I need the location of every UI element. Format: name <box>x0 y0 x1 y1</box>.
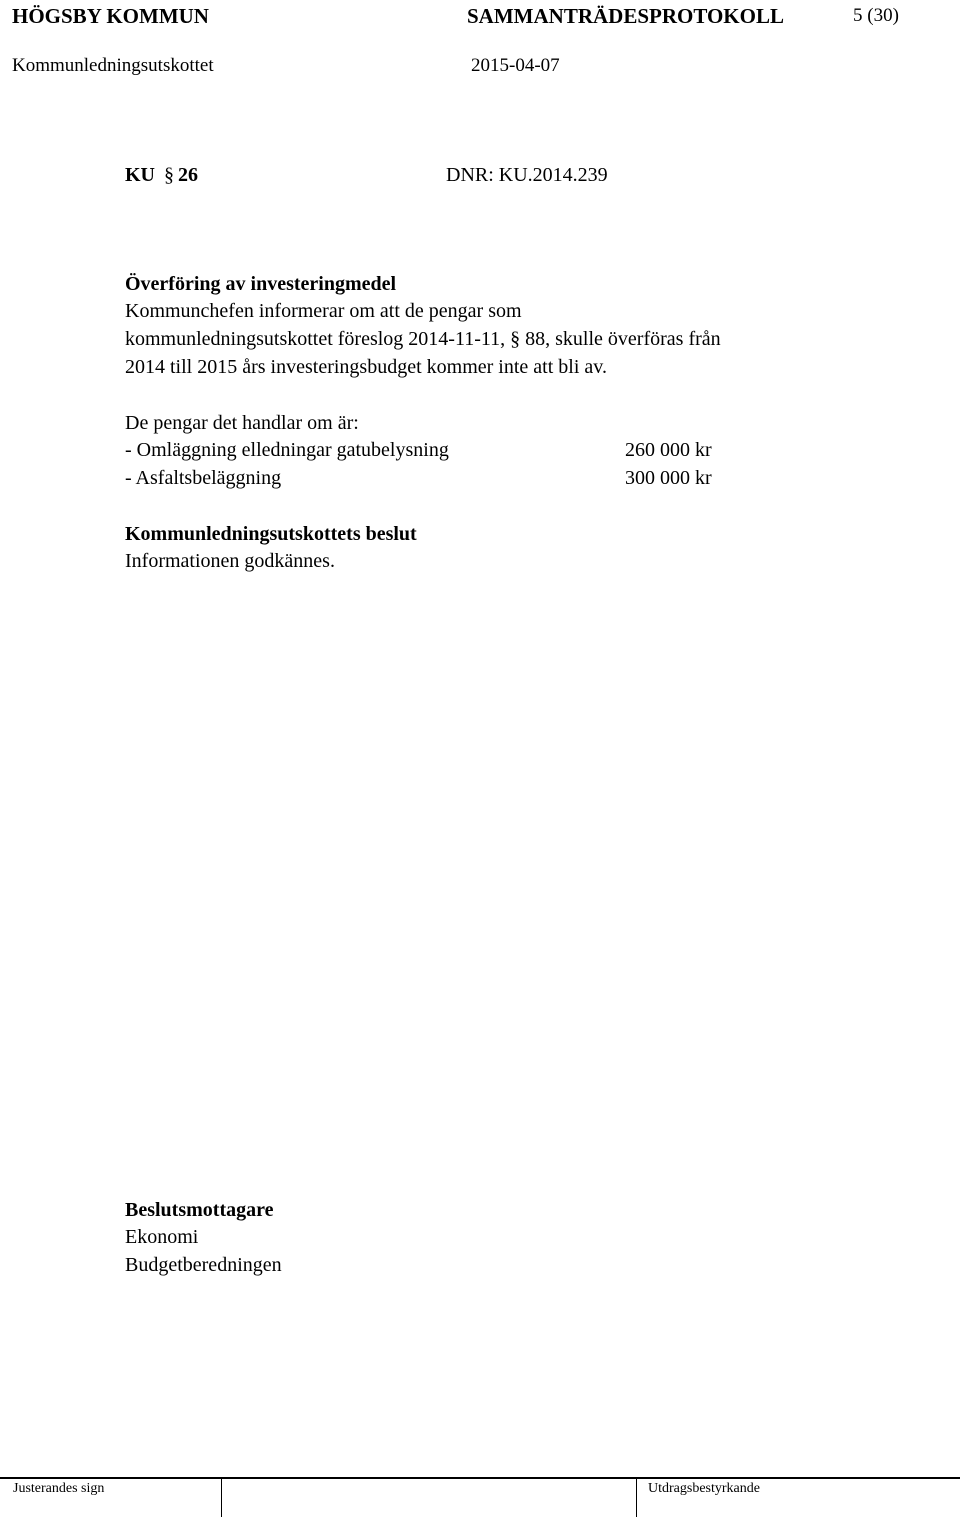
organization-name: HÖGSBY KOMMUN <box>12 4 209 28</box>
committee-name: Kommunledningsutskottet <box>12 55 214 76</box>
footer-top-rule <box>0 1477 960 1479</box>
footer-certification-label: Utdragsbestyrkande <box>648 1481 760 1496</box>
recipient-item: Ekonomi <box>125 1226 199 1248</box>
recipient-item: Budgetberedningen <box>125 1254 282 1276</box>
case-number: DNR: KU.2014.239 <box>446 164 608 186</box>
section-number: 26 <box>178 164 198 186</box>
footer-divider <box>221 1477 222 1517</box>
item-text-line-2: kommunledningsutskottet föreslog 2014-11-11, § 88, skulle överföras från <box>125 328 721 350</box>
section-prefix: KU <box>125 164 155 186</box>
list-intro: De pengar det handlar om är: <box>125 412 359 434</box>
list-item-label: - Asfaltsbeläggning <box>125 467 282 489</box>
item-text-line-3: 2014 till 2015 års investeringsbudget kommer inte att bli av. <box>125 356 607 378</box>
list-item-amount: 260 000 kr <box>625 439 712 461</box>
decision-heading: Kommunledningsutskottets beslut <box>125 523 417 545</box>
page-number: 5 (30) <box>853 5 899 26</box>
meeting-date: 2015-04-07 <box>471 55 560 76</box>
list-item-amount: 300 000 kr <box>625 467 712 489</box>
footer-divider <box>636 1477 637 1517</box>
recipients-heading: Beslutsmottagare <box>125 1199 274 1221</box>
footer-initials-label: Justerandes sign <box>13 1481 105 1496</box>
item-title: Överföring av investeringmedel <box>125 273 397 295</box>
item-text-line-1: Kommunchefen informerar om att de pengar som <box>125 300 522 322</box>
section-symbol: § <box>164 164 174 186</box>
decision-text: Informationen godkännes. <box>125 550 335 572</box>
list-item-label: - Omläggning elledningar gatubelysning <box>125 439 449 461</box>
section-label <box>125 162 198 189</box>
document-type: SAMMANTRÄDESPROTOKOLL <box>467 4 784 28</box>
